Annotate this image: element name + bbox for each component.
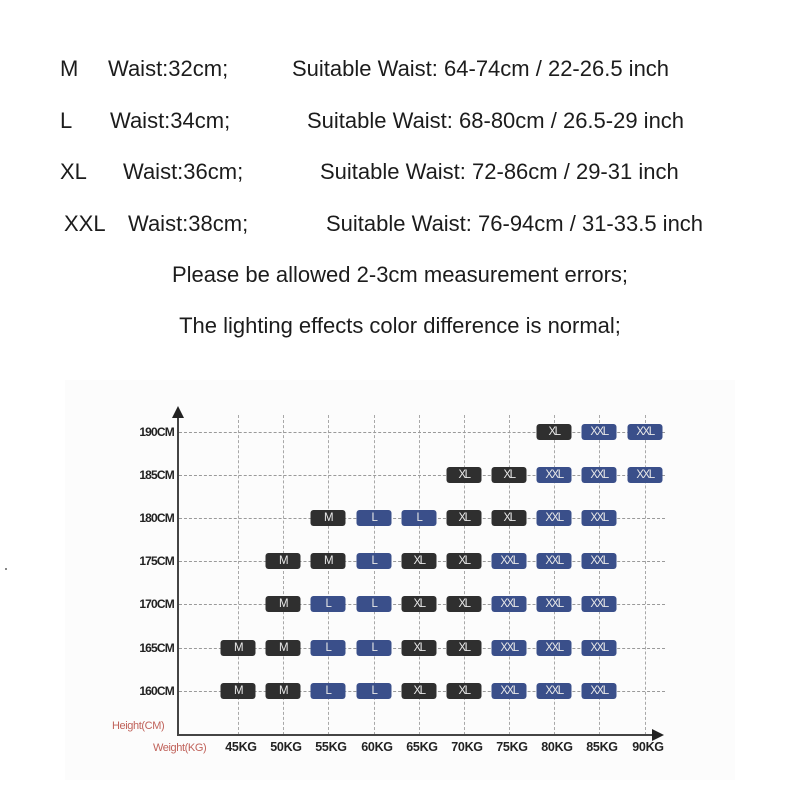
size-badge-l: L [357,510,392,526]
y-tick-label: 160CM [139,684,174,698]
waist-value: Waist:38cm; [128,211,249,236]
stray-dot [5,568,7,570]
size-badge-xxl: XXL [537,683,572,699]
size-badge-l: L [402,510,437,526]
suitable-waist: Suitable Waist: 72-86cm / 29-31 inch [320,159,679,184]
x-tick-label: 90KG [632,740,664,754]
x-tick-label: 65KG [406,740,438,754]
size-badge-xxl: XXL [582,424,617,440]
size-badge-xxl: XXL [537,596,572,612]
size-badge-xl: XL [447,510,482,526]
size-badge-xxl: XXL [628,424,663,440]
size-badge-xxl: XXL [582,553,617,569]
note-measurement-error: Please be allowed 2-3cm measurement errors; [171,262,629,287]
size-badge-xl: XL [537,424,572,440]
size-badge-xxl: XXL [537,510,572,526]
size-badge-m: M [221,640,256,656]
size-badge-m: M [311,553,346,569]
chart-background [65,380,735,780]
size-badge-xl: XL [402,640,437,656]
x-tick-label: 80KG [541,740,573,754]
x-tick-label: 45KG [225,740,257,754]
y-tick-label: 185CM [139,468,174,482]
x-tick-label: 85KG [586,740,618,754]
vertical-gridline [645,415,646,735]
size-badge-m: M [266,553,301,569]
arrow-up-icon [172,406,184,418]
size-badge-xxl: XXL [537,467,572,483]
size-badge-xl: XL [447,640,482,656]
x-axis-title: Weight(KG) [153,742,207,754]
suitable-waist: Suitable Waist: 76-94cm / 31-33.5 inch [326,211,704,236]
size-badge-xxl: XXL [537,640,572,656]
size-badge-xl: XL [492,510,527,526]
y-axis-title: Height(CM) [112,720,165,732]
y-tick-label: 175CM [139,554,174,568]
size-badge-xl: XL [402,596,437,612]
y-tick-label: 180CM [139,511,174,525]
size-badge-xxl: XXL [582,510,617,526]
y-axis [177,416,179,736]
size-label: XXL [64,211,106,236]
size-badge-m: M [221,683,256,699]
size-badge-xxl: XXL [492,683,527,699]
size-badge-xxl: XXL [582,467,617,483]
x-tick-label: 60KG [361,740,393,754]
y-tick-label: 190CM [139,425,174,439]
size-badge-xxl: XXL [582,596,617,612]
size-badge-m: M [266,640,301,656]
size-badge-xxl: XXL [537,553,572,569]
suitable-waist: Suitable Waist: 68-80cm / 26.5-29 inch [307,108,685,133]
arrow-right-icon [652,729,664,741]
size-badge-xxl: XXL [582,683,617,699]
size-label: XL [60,159,87,184]
waist-value: Waist:36cm; [123,159,244,184]
size-badge-xxl: XXL [492,553,527,569]
size-badge-xl: XL [447,467,482,483]
size-badge-l: L [357,596,392,612]
size-badge-l: L [357,640,392,656]
size-badge-m: M [266,683,301,699]
x-tick-label: 55KG [315,740,347,754]
waist-value: Waist:34cm; [110,108,231,133]
size-badge-xxl: XXL [492,596,527,612]
size-badge-xxl: XXL [628,467,663,483]
x-tick-label: 50KG [270,740,302,754]
size-badge-xl: XL [402,683,437,699]
size-badge-m: M [266,596,301,612]
size-badge-l: L [311,596,346,612]
waist-value: Waist:32cm; [108,56,229,81]
size-badge-xl: XL [447,596,482,612]
x-tick-label: 70KG [451,740,483,754]
size-label: M [60,56,79,81]
suitable-waist: Suitable Waist: 64-74cm / 22-26.5 inch [292,56,670,81]
size-badge-xxl: XXL [492,640,527,656]
x-axis [177,734,653,736]
size-label: L [60,108,73,133]
size-badge-xxl: XXL [582,640,617,656]
y-tick-label: 170CM [139,597,174,611]
size-badge-xl: XL [447,553,482,569]
size-badge-l: L [311,640,346,656]
note-color-difference: The lighting effects color difference is normal; [179,313,621,338]
size-badge-l: L [357,683,392,699]
size-badge-m: M [311,510,346,526]
size-badge-l: L [357,553,392,569]
size-badge-xl: XL [447,683,482,699]
size-badge-xl: XL [492,467,527,483]
x-tick-label: 75KG [496,740,528,754]
y-tick-label: 165CM [139,641,174,655]
size-badge-l: L [311,683,346,699]
size-badge-xl: XL [402,553,437,569]
